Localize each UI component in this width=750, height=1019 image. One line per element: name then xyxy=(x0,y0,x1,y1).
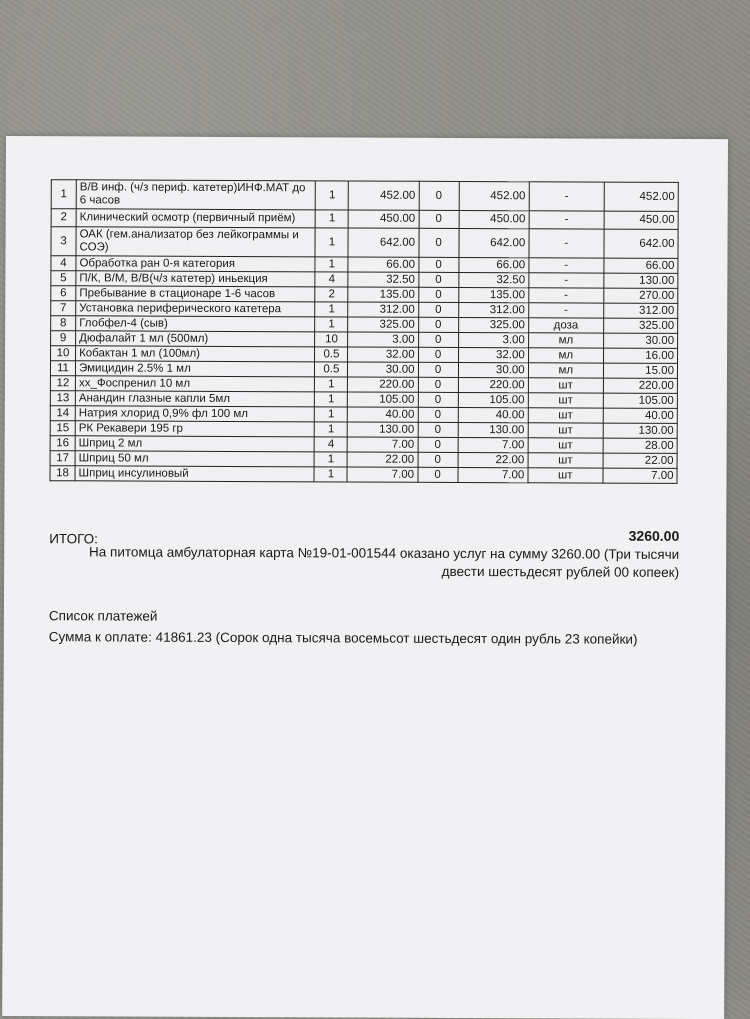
quantity-cell: 0.5 xyxy=(315,362,348,377)
total-cell: 22.00 xyxy=(603,453,677,468)
service-name: В/В инф. (ч/з периф. катетер)ИНФ.МАТ до 6 часов xyxy=(76,180,315,210)
service-name: П/К, В/М, В/В(ч/з катетер) иньекция xyxy=(76,271,315,287)
service-name: Анандин глазные капли 5мл xyxy=(75,391,314,407)
total-cell: 28.00 xyxy=(603,438,677,453)
unit-cell: - xyxy=(529,182,604,211)
total-cell: 325.00 xyxy=(603,318,677,333)
quantity-cell: 2 xyxy=(315,287,348,302)
row-number: 2 xyxy=(51,209,76,227)
row-number: 10 xyxy=(51,346,76,361)
quantity-cell: 1 xyxy=(314,452,347,467)
sum-cell: 66.00 xyxy=(459,257,529,272)
total-cell: 642.00 xyxy=(604,229,678,258)
sum-cell: 642.00 xyxy=(459,228,529,257)
unit-cell: - xyxy=(529,273,604,288)
service-name: Клинический осмотр (первичный приём) xyxy=(76,209,315,228)
discount-cell: 0 xyxy=(418,467,458,482)
quantity-cell: 1 xyxy=(315,422,348,437)
discount-cell: 0 xyxy=(418,437,458,452)
discount-cell: 0 xyxy=(418,302,458,317)
total-cell: 452.00 xyxy=(604,182,678,211)
total-cell: 105.00 xyxy=(603,393,677,408)
discount-cell: 0 xyxy=(418,452,458,467)
summary-section xyxy=(49,527,680,580)
unit-cell: шт xyxy=(528,408,603,423)
service-name: Натрия хлорид 0,9% фл 100 мл xyxy=(75,406,314,422)
price-cell: 32.00 xyxy=(348,347,418,362)
service-name: Обработка ран 0-я категория xyxy=(76,256,315,272)
unit-cell: шт xyxy=(528,393,603,408)
total-cell: 15.00 xyxy=(603,363,677,378)
price-cell: 312.00 xyxy=(348,302,418,317)
discount-cell: 0 xyxy=(419,210,459,228)
unit-cell: шт xyxy=(528,438,603,453)
service-name: хх_Фоспренил 10 мл xyxy=(75,376,314,392)
service-name: Шприц 50 мл xyxy=(75,451,314,467)
row-number: 8 xyxy=(51,316,76,331)
total-cell: 40.00 xyxy=(603,408,677,423)
price-cell: 105.00 xyxy=(348,392,418,407)
price-cell: 32.50 xyxy=(348,272,418,287)
sum-cell: 32.50 xyxy=(458,272,528,287)
sum-cell: 135.00 xyxy=(458,287,528,302)
quantity-cell: 1 xyxy=(315,302,348,317)
sum-cell: 22.00 xyxy=(458,452,528,467)
service-name: Кобактан 1 мл (100мл) xyxy=(76,346,315,362)
sum-cell: 130.00 xyxy=(458,422,528,437)
quantity-cell: 1 xyxy=(315,407,348,422)
price-cell: 135.00 xyxy=(348,287,418,302)
unit-cell: - xyxy=(529,211,604,229)
service-name: Пребывание в стационаре 1-6 часов xyxy=(76,286,315,302)
row-number: 6 xyxy=(51,286,76,301)
price-cell: 40.00 xyxy=(348,407,418,422)
sum-cell: 452.00 xyxy=(459,181,529,210)
price-cell: 66.00 xyxy=(348,257,418,272)
quantity-cell: 10 xyxy=(315,332,348,347)
total-cell: 450.00 xyxy=(604,211,678,229)
sum-cell: 40.00 xyxy=(458,407,528,422)
service-name: Глобфел-4 (сыв) xyxy=(76,316,315,332)
quantity-cell: 1 xyxy=(316,181,349,210)
quantity-cell: 1 xyxy=(315,392,348,407)
price-cell: 450.00 xyxy=(349,210,419,228)
service-name: Шприц 2 мл xyxy=(75,436,314,452)
service-name: Дюфалайт 1 мл (500мл) xyxy=(76,331,315,347)
row-number: 12 xyxy=(50,376,75,391)
total-cell: 66.00 xyxy=(604,258,678,273)
unit-cell: доза xyxy=(528,318,603,333)
quantity-cell: 1 xyxy=(316,210,349,228)
payments-title: Список платежей xyxy=(48,608,158,624)
sum-cell: 32.00 xyxy=(458,347,528,362)
row-number: 9 xyxy=(51,331,76,346)
sum-cell: 312.00 xyxy=(458,302,528,317)
table-row xyxy=(51,180,678,212)
row-number: 18 xyxy=(50,466,75,481)
row-number: 4 xyxy=(51,256,76,271)
unit-cell: мл xyxy=(528,333,603,348)
service-name: ОАК (гем.анализатор без лейкограммы и СОЭ) xyxy=(76,227,315,257)
table-row xyxy=(51,227,678,259)
sum-cell: 325.00 xyxy=(458,317,528,332)
total-cell: 30.00 xyxy=(603,333,677,348)
discount-cell: 0 xyxy=(419,181,459,210)
discount-cell: 0 xyxy=(418,287,458,302)
row-number: 11 xyxy=(50,361,75,376)
price-cell: 3.00 xyxy=(348,332,418,347)
price-cell: 642.00 xyxy=(348,228,418,257)
price-cell: 452.00 xyxy=(349,181,419,210)
unit-cell: - xyxy=(529,229,604,258)
discount-cell: 0 xyxy=(418,377,458,392)
discount-cell: 0 xyxy=(418,272,458,287)
row-number: 14 xyxy=(50,406,75,421)
total-label: ИТОГО: xyxy=(49,531,98,547)
row-number: 15 xyxy=(50,421,75,436)
total-value: 3260.00 xyxy=(628,527,680,544)
service-name: Эмицидин 2.5% 1 мл xyxy=(75,361,314,377)
price-cell: 7.00 xyxy=(348,437,418,452)
price-cell: 7.00 xyxy=(347,467,417,482)
total-cell: 312.00 xyxy=(604,303,678,318)
unit-cell: шт xyxy=(528,468,603,483)
discount-cell: 0 xyxy=(418,422,458,437)
services-table xyxy=(49,179,678,484)
discount-cell: 0 xyxy=(418,347,458,362)
service-name: РК Рекавери 195 гр xyxy=(75,421,314,437)
total-cell: 270.00 xyxy=(604,288,678,303)
row-number: 17 xyxy=(50,451,75,466)
price-cell: 22.00 xyxy=(348,452,418,467)
unit-cell: мл xyxy=(528,363,603,378)
row-number: 5 xyxy=(51,271,76,286)
quantity-cell: 1 xyxy=(315,257,348,272)
sum-cell: 450.00 xyxy=(459,210,529,228)
discount-cell: 0 xyxy=(418,362,458,377)
sum-cell: 220.00 xyxy=(458,377,528,392)
row-number: 13 xyxy=(50,391,75,406)
unit-cell: мл xyxy=(528,348,603,363)
paper-sheet xyxy=(2,136,728,1019)
total-cell: 7.00 xyxy=(603,468,677,483)
discount-cell: 0 xyxy=(418,257,458,272)
row-number: 3 xyxy=(51,227,76,256)
quantity-cell: 4 xyxy=(315,437,348,452)
quantity-cell: 1 xyxy=(315,228,348,257)
quantity-cell: 4 xyxy=(315,272,348,287)
table-row xyxy=(50,466,677,484)
quantity-cell: 0.5 xyxy=(315,347,348,362)
row-number: 16 xyxy=(50,436,75,451)
quantity-cell: 1 xyxy=(314,467,347,482)
quantity-cell: 1 xyxy=(315,377,348,392)
discount-cell: 0 xyxy=(418,392,458,407)
discount-cell: 0 xyxy=(418,317,458,332)
sum-cell: 105.00 xyxy=(458,392,528,407)
unit-cell: шт xyxy=(528,453,603,468)
sum-cell: 3.00 xyxy=(458,332,528,347)
row-number: 1 xyxy=(51,180,76,209)
total-cell: 16.00 xyxy=(603,348,677,363)
total-cell: 130.00 xyxy=(604,273,678,288)
sum-cell: 30.00 xyxy=(458,362,528,377)
service-name: Шприц инсулиновый xyxy=(75,466,314,482)
service-name: Установка периферического катетера xyxy=(76,301,315,317)
discount-cell: 0 xyxy=(418,407,458,422)
unit-cell: - xyxy=(529,258,604,273)
discount-cell: 0 xyxy=(419,228,459,257)
sum-cell: 7.00 xyxy=(458,467,528,482)
price-cell: 30.00 xyxy=(348,362,418,377)
total-cell: 220.00 xyxy=(603,378,677,393)
price-cell: 220.00 xyxy=(348,377,418,392)
discount-cell: 0 xyxy=(418,332,458,347)
amount-due-text: Сумма к оплате: 41861.23 (Сорок одна тысяча восемьсот шестьдесят один рубль 23 копейки) xyxy=(48,629,638,647)
price-cell: 130.00 xyxy=(348,422,418,437)
unit-cell: - xyxy=(529,288,604,303)
quantity-cell: 1 xyxy=(315,317,348,332)
unit-cell: - xyxy=(528,303,603,318)
services-summary-text: На питомца амбулаторная карта №19-01-001544 оказано услуг на сумму 3260.00 (Три тысячи двести шестьдесят рублей 00 копеек) xyxy=(89,544,680,580)
sum-cell: 7.00 xyxy=(458,437,528,452)
unit-cell: шт xyxy=(528,378,603,393)
price-cell: 325.00 xyxy=(348,317,418,332)
unit-cell: шт xyxy=(528,423,603,438)
total-cell: 130.00 xyxy=(603,423,677,438)
row-number: 7 xyxy=(51,301,76,316)
